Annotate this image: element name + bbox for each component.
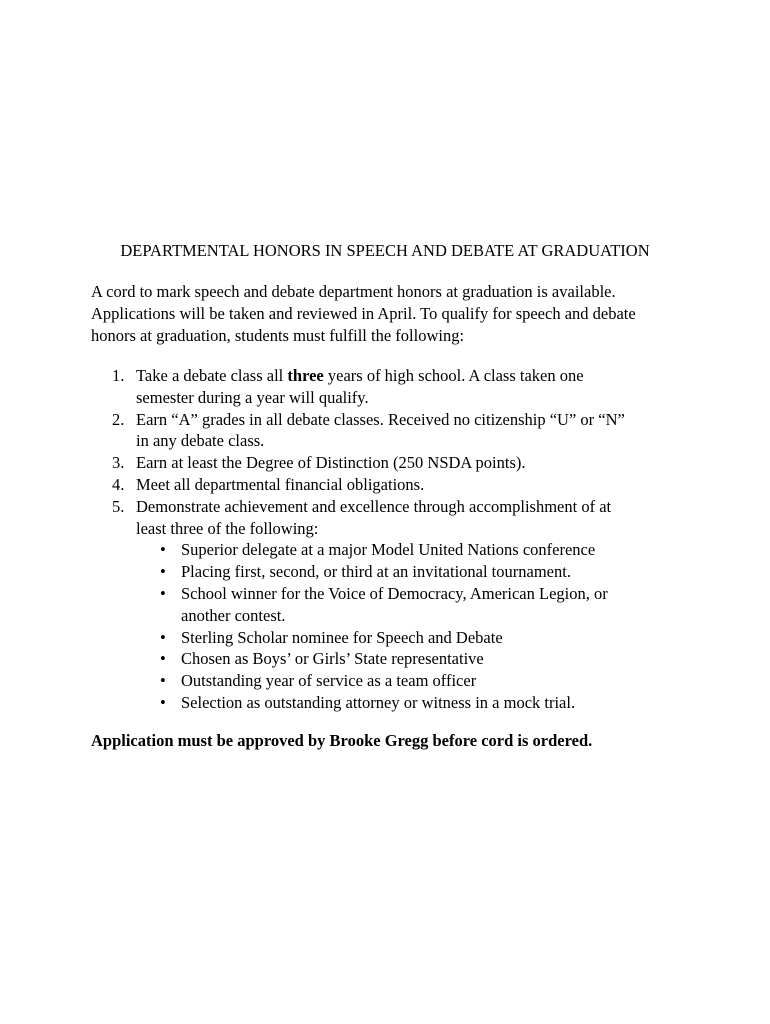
bullet-icon: • (160, 540, 166, 560)
achievement-text: Chosen as Boys’ or Girls’ State representative (181, 649, 484, 669)
achievement-item (136, 670, 691, 692)
requirement-text-part: years of high school. A class taken one semester during a year will qualify. (136, 366, 584, 407)
bullet-icon: • (160, 671, 166, 691)
achievement-item (136, 648, 691, 670)
requirement-text (136, 366, 584, 407)
achievement-item (136, 561, 691, 583)
achievement-bullet-list (136, 539, 691, 713)
achievement-text: Sterling Scholar nominee for Speech and Debate (181, 627, 503, 647)
intro-paragraph: A cord to mark speech and debate department honors at graduation is available. Applications will be taken and reviewed in April. To qualify for speech and debate honors at graduation, students must fulfill the following: (91, 282, 636, 345)
bullet-icon: • (160, 583, 166, 603)
page-title: DEPARTMENTAL HONORS IN SPEECH AND DEBATE AT GRADUATION (120, 241, 650, 260)
requirement-emphasis: three (287, 366, 324, 385)
requirement-text: Demonstrate achievement and excellence through accomplishment of at least three of the following: (136, 496, 612, 538)
requirement-number: 5. (112, 496, 125, 516)
achievement-text: Superior delegate at a major Model United Nations conference (181, 540, 596, 560)
requirement-item-4 (91, 474, 691, 496)
requirement-text: Earn at least the Degree of Distinction (250 NSDA points). (136, 453, 526, 473)
requirement-item-1 (91, 365, 691, 409)
achievement-text: Outstanding year of service as a team officer (181, 671, 477, 691)
achievement-text: Placing first, second, or third at an invitational tournament. (181, 562, 571, 582)
achievement-text: Selection as outstanding attorney or witness in a mock trial. (181, 692, 576, 712)
requirement-number: 2. (112, 409, 125, 429)
requirement-text-part: Take a debate class all (136, 366, 288, 385)
bullet-icon: • (160, 692, 166, 712)
achievement-item (136, 583, 691, 627)
requirements-list (91, 365, 691, 714)
achievement-item (136, 692, 691, 714)
requirement-item-5 (91, 496, 691, 714)
requirement-text: Meet all departmental financial obligations. (136, 474, 425, 494)
requirement-number: 4. (112, 474, 125, 494)
achievement-text: School winner for the Voice of Democracy, American Legion, or another contest. (181, 583, 608, 625)
requirement-number: 3. (112, 453, 125, 473)
requirement-item-2 (91, 409, 691, 453)
closing-note: Application must be approved by Brooke Gregg before cord is ordered. (91, 731, 593, 750)
requirement-text: Earn “A” grades in all debate classes. Received no citizenship “U” or “N” in any debate class. (136, 409, 625, 451)
achievement-item (136, 627, 691, 649)
bullet-icon: • (160, 562, 166, 582)
requirement-item-3 (91, 452, 691, 474)
achievement-item (136, 539, 691, 561)
requirement-number: 1. (112, 366, 125, 385)
bullet-icon: • (160, 649, 166, 669)
bullet-icon: • (160, 627, 166, 647)
